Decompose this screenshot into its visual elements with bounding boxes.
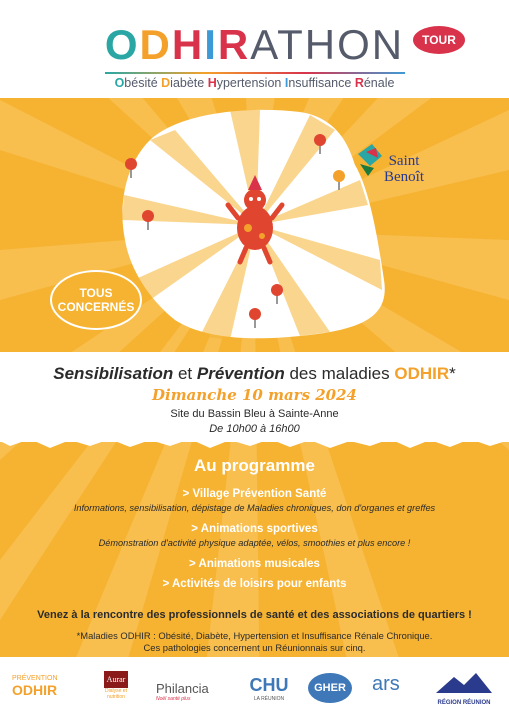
headline-des-maladies: des maladies	[284, 364, 395, 383]
footnote-line2: Ces pathologies concernent un Réunionnais sur cinq.	[143, 642, 366, 653]
ars-name: ars	[372, 673, 400, 695]
programme-item-kids-title: > Activités de loisirs pour enfants	[162, 578, 347, 590]
saint-benoit-line2: Benoît	[384, 169, 424, 185]
headline-et: et	[173, 364, 197, 383]
programme-item-music-title: > Animations musicales	[189, 558, 320, 570]
footnote-line1: *Maladies ODHIR : Obésité, Diabète, Hypertension et Insuffisance Rénale Chronique.	[76, 630, 433, 641]
badge-line1: TOUS	[79, 286, 113, 300]
torn-edge	[0, 436, 509, 450]
tour-badge: TOUR	[413, 26, 465, 54]
subtitle-r: R	[354, 76, 364, 90]
ars-logo	[372, 673, 418, 696]
aurar-logo	[96, 671, 136, 700]
aurar-name: Aurar	[104, 671, 128, 688]
region-reunion-mountain-icon	[434, 671, 494, 695]
title-letter-o: O	[104, 21, 140, 68]
subtitle-h: H	[207, 76, 217, 90]
headline-prevention: Prévention	[196, 364, 285, 383]
chu-name: CHU	[249, 675, 289, 695]
region-reunion-logo	[432, 671, 496, 706]
title-letter-i: I	[204, 21, 218, 68]
event-hours: De 10h00 à 16h00	[209, 423, 300, 435]
prevention-odhir-main: ODHIR	[12, 682, 58, 698]
headline-asterisk: *	[449, 364, 456, 383]
subtitle-i-rest: nsuffisance	[288, 76, 355, 90]
programme-item-village-title: > Village Prévention Santé	[182, 488, 327, 500]
headline-sensibilisation: Sensibilisation	[53, 364, 174, 383]
event-date: Dimanche 10 mars 2024	[151, 386, 357, 404]
footnote	[0, 630, 509, 654]
programme-item-sport-desc: Démonstration d'activité physique adaptée, vélos, smoothies et plus encore !	[98, 538, 411, 548]
prevention-odhir-top: PRÉVENTION	[12, 675, 58, 682]
badge-line2: CONCERNÉS	[57, 300, 135, 314]
subtitle-o-rest: bésité	[124, 76, 162, 90]
subtitle-divider	[105, 72, 405, 74]
prevention-odhir-logo	[12, 675, 72, 698]
region-reunion-name: RÉGION RÉUNION	[437, 700, 491, 706]
event-place: Site du Bassin Bleu à Sainte-Anne	[170, 408, 339, 420]
philancia-tag: Noël santé plus	[156, 696, 191, 702]
philancia-name: Philancia	[156, 681, 209, 696]
tous-concernes-badge	[50, 270, 142, 330]
chu-sub: LA RÉUNION	[253, 696, 285, 702]
partner-logos-bar	[0, 657, 509, 720]
title-letter-d: D	[139, 21, 172, 68]
saint-benoit-line1: Saint	[388, 153, 420, 169]
programme-item-sport-title: > Animations sportives	[191, 523, 318, 535]
chu-logo	[244, 675, 294, 702]
philancia-logo	[156, 681, 228, 702]
title-letter-h: H	[171, 21, 205, 68]
subtitle-o: O	[114, 76, 125, 90]
event-headline	[0, 364, 509, 384]
programme-title: Au programme	[194, 456, 315, 475]
programme-item-village-desc: Informations, sensibilisation, dépistage de Maladies chroniques, don d'organes et greffes	[73, 503, 436, 513]
gher-logo: GHER	[308, 673, 352, 703]
invitation-text: Venez à la rencontre des professionnels de santé et des associations de quartiers !	[37, 609, 472, 621]
title-rest: ATHON	[250, 21, 405, 68]
subtitle-h-rest: ypertension	[216, 76, 285, 90]
subtitle	[0, 76, 509, 90]
subtitle-d-rest: iabète	[170, 76, 208, 90]
headline-odhir: ODHIR	[394, 364, 450, 383]
subtitle-r-rest: énale	[363, 76, 395, 90]
title-letter-r: R	[217, 21, 251, 68]
subtitle-i: I	[284, 76, 289, 90]
saint-benoit-logo	[384, 153, 424, 185]
subtitle-d: D	[161, 76, 171, 90]
aurar-sub: Dialyse et nutrition	[105, 688, 127, 700]
